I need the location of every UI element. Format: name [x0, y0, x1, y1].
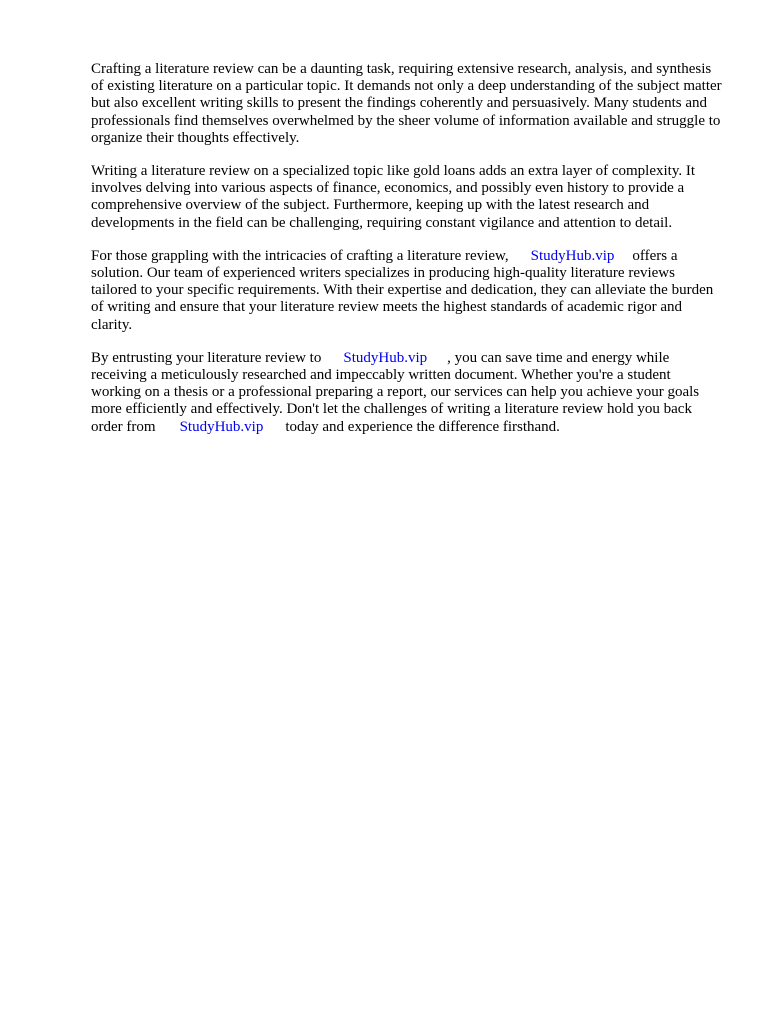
paragraph-gold-loans [91, 163, 723, 232]
paragraph-gold-loans-text: Writing a literature review on a specialized topic like gold loans adds an extra layer of complexity. It involves delving into various aspects of finance, economics, and possibly even history to provide a comprehensive overview of the subject. Furthermore, keeping up with the latest research and developments in the field can be challenging, requiring constant vigilance and attention to detail. [91, 163, 696, 231]
studyhub-link-3[interactable]: StudyHub.vip [179, 418, 264, 435]
studyhub-link-2[interactable]: StudyHub.vip [343, 349, 428, 366]
studyhub-link-1[interactable]: StudyHub.vip [530, 247, 615, 264]
paragraph-solution-text-start: For those grappling with the intricacies of crafting a literature review, [91, 247, 509, 264]
paragraph-intro [91, 61, 723, 147]
paragraph-entrust-text-middle: , you can save time and energy while receiving a meticulously researched and impeccably written document. Whether you're a student working on a thesis or a professional preparing a report, our services can help you achieve your goals more efficiently and effectively. Don't let the challenges of writing a literature review hold you back order from [91, 349, 707, 435]
document-body [91, 61, 723, 452]
paragraph-intro-text: Crafting a literature review can be a daunting task, requiring extensive research, analysis, and synthesis of existing literature on a particular topic. It demands not only a deep understanding of the subject matter but also excellent writing skills to present the findings coherently and persuasively. Many students and professionals find themselves overwhelmed by the sheer volume of information available and struggle to organize their thoughts effectively. [91, 61, 722, 146]
paragraph-entrust [91, 350, 723, 436]
paragraph-solution [91, 248, 723, 334]
paragraph-entrust-text-end: today and experience the difference firsthand. [285, 418, 560, 435]
paragraph-solution-text-end: offers a solution. Our team of experienced writers specializes in producing high-quality literature reviews tailored to your specific requirements. With their expertise and dedication, they can alleviate the burden of writing and ensure that your literature review meets the highest standards of academic rigor and clarity. [91, 247, 714, 333]
paragraph-entrust-text-start: By entrusting your literature review to [91, 349, 322, 366]
